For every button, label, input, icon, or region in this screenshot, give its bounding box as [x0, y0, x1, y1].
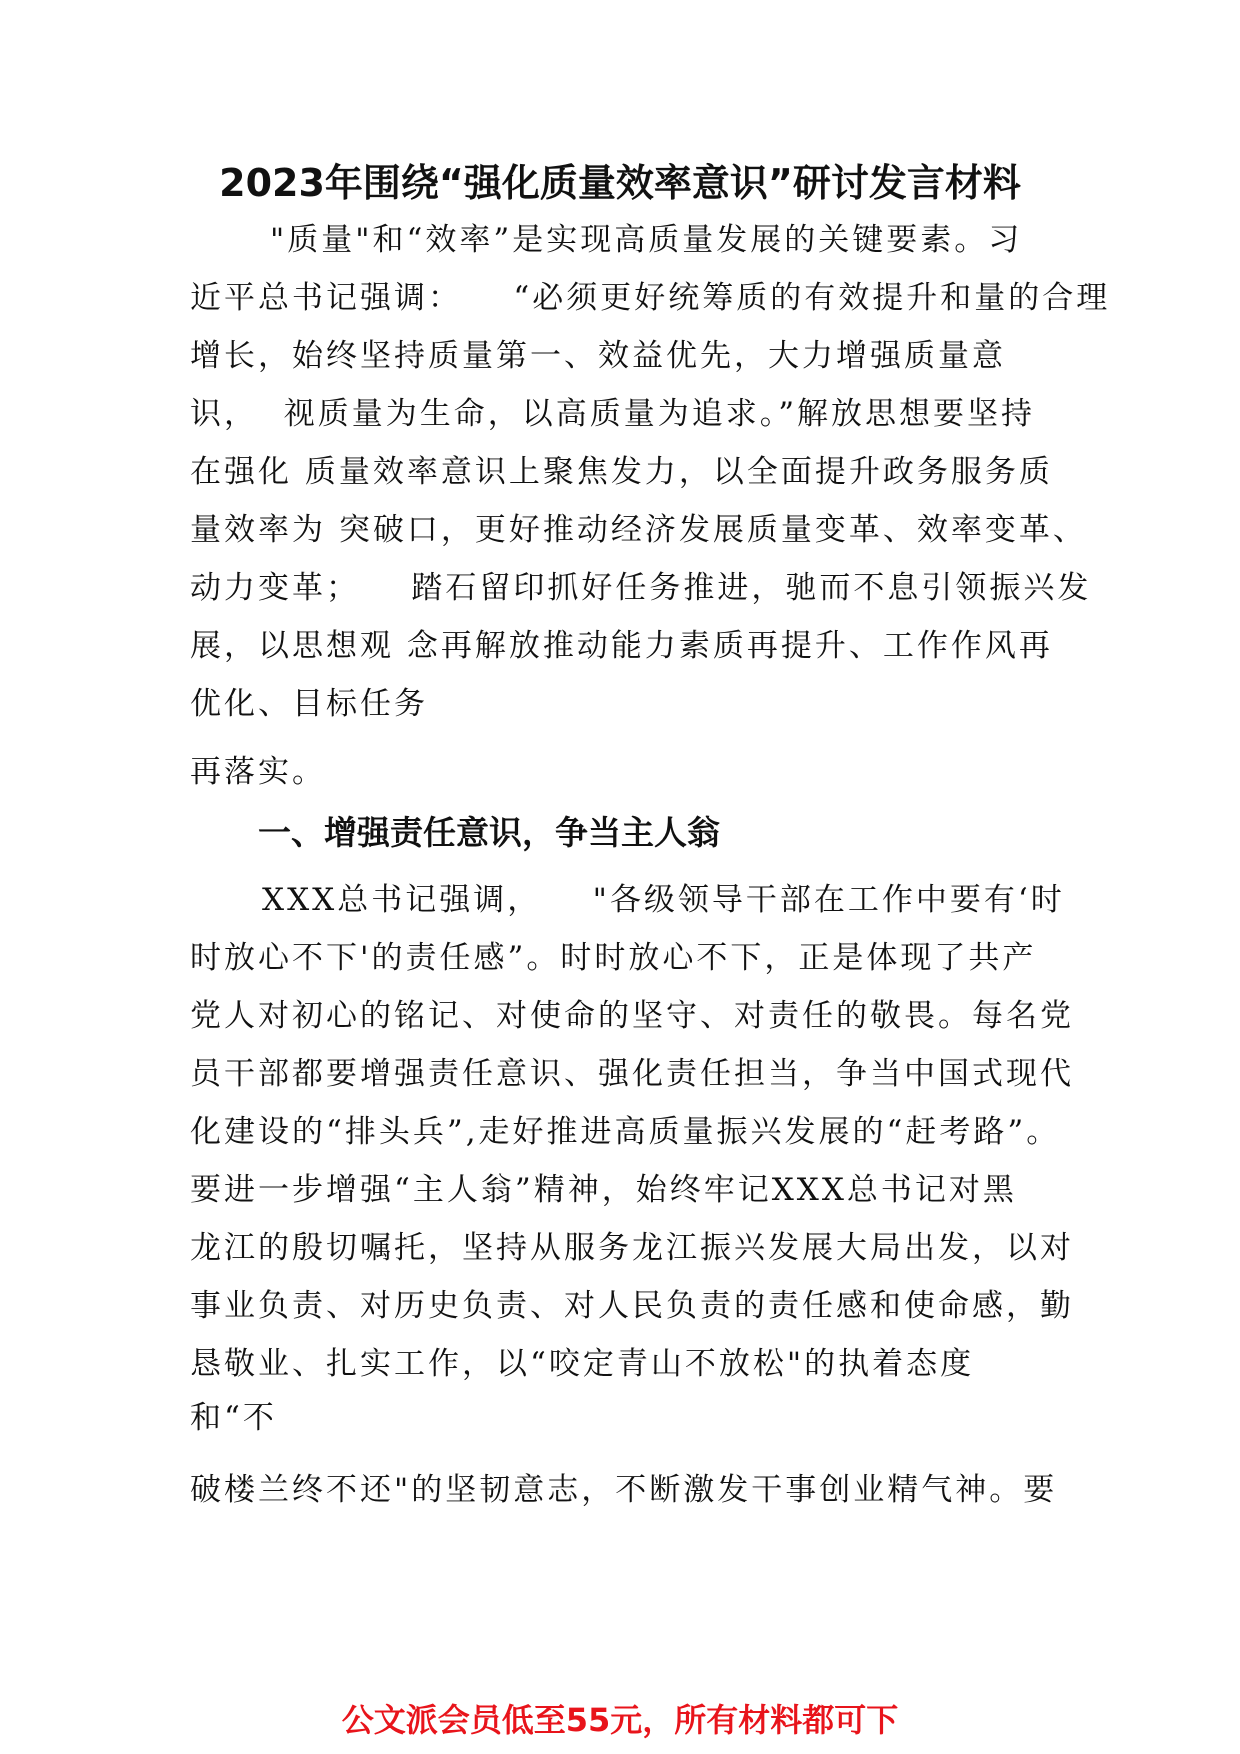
section-line-9: 恳敬业、扎实工作，以“咬定青山不放松"的执着态度 [190, 1346, 975, 1382]
section-line-4: 员干部都要增强责任意识、强化责任担当，争当中国式现代 [190, 1056, 1074, 1092]
section-line-3: 党人对初心的铭记、对使命的坚守、对责任的敬畏。每名党 [190, 998, 1074, 1034]
section-line-8: 事业负责、对历史负责、对人民负责的责任感和使命感，勤 [190, 1288, 1074, 1324]
intro-line-3: 增长，始终坚持质量第一、效益优先，大力增强质量意 [190, 338, 1006, 374]
intro-line-6: 量效率为 突破口，更好推动经济发展质量变革、效率变革、 [190, 512, 1087, 548]
intro-line-1: "质量"和“效率”是实现高质量发展的关键要素。习 [270, 222, 1023, 258]
intro-line-4: 识， 视质量为生命，以高质量为追求。”解放思想要坚持 [190, 396, 1036, 432]
intro-line-2: 近平总书记强调： “必须更好统筹质的有效提升和量的合理 [190, 280, 1111, 316]
section-line-10: 和“不 [190, 1400, 277, 1436]
section-line-7: 龙江的殷切嘱托，坚持从服务龙江振兴发展大局出发，以对 [190, 1230, 1074, 1266]
footer-promo-text: 公文派会员低至55元，所有材料都可下 [341, 1701, 899, 1739]
intro-line-5: 在强化 质量效率意识上聚焦发力，以全面提升政务服务质 [190, 454, 1053, 490]
intro-line-10: 再落实。 [190, 754, 326, 790]
document-title: 2023年围绕“强化质量效率意识”研讨发言材料 [219, 161, 1021, 205]
section-line-11: 破楼兰终不还"的坚韧意志，不断激发干事创业精气神。要 [190, 1472, 1058, 1508]
section-line-1: XXX总书记强调， "各级领导干部在工作中要有‘时 [262, 882, 1065, 918]
section-line-5: 化建设的“排头兵”,走好推进高质量振兴发展的“赶考路”。 [190, 1114, 1061, 1150]
intro-line-8: 展，以思想观 念再解放推动能力素质再提升、工作作风再 [190, 628, 1053, 664]
intro-line-7: 动力变革； 踏石留印抓好任务推进，驰而不息引领振兴发 [190, 570, 1092, 606]
section-line-6: 要进一步增强“主人翁”精神，始终牢记XXX总书记对黑 [190, 1172, 1017, 1208]
section-heading: 一、增强责任意识，争当主人翁 [258, 813, 720, 852]
intro-line-9: 优化、目标任务 [190, 686, 428, 722]
section-line-2: 时放心不下'的责任感”。时时放心不下，正是体现了共产 [190, 940, 1037, 976]
